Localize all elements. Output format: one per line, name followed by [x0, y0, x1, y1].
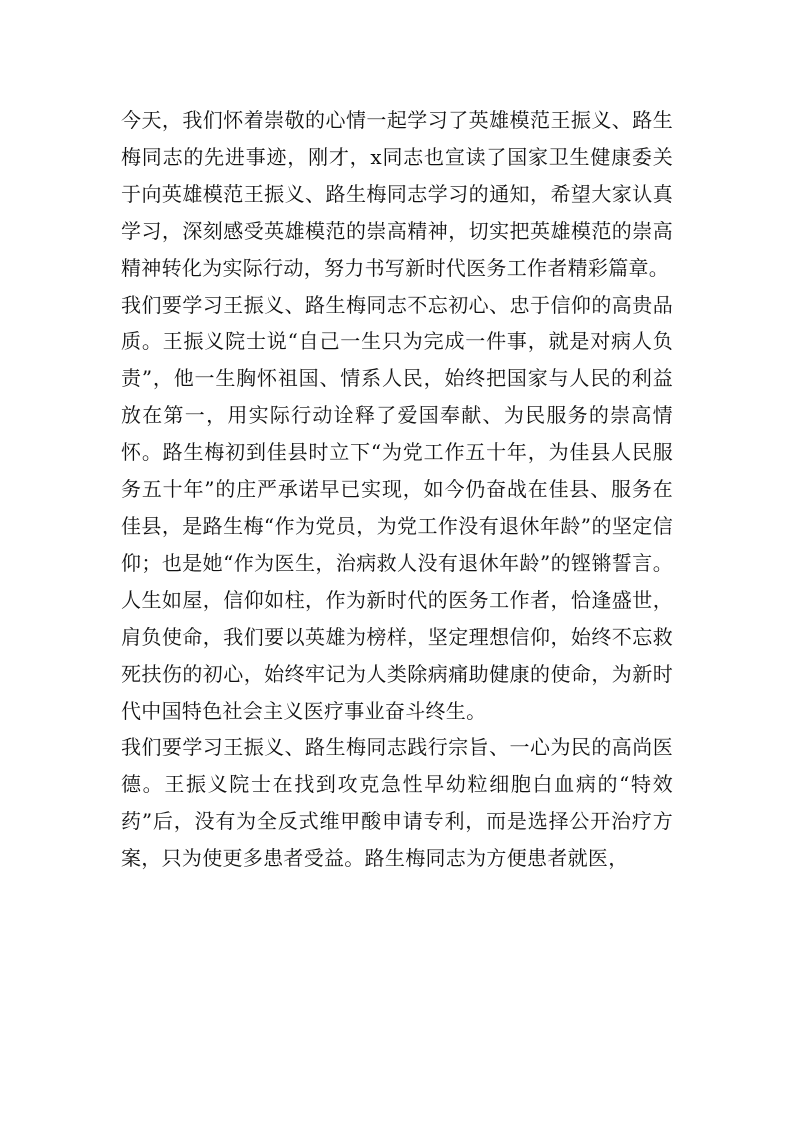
document-body: [121, 102, 673, 877]
paragraph-3: 我们要学习王振义、路生梅同志践行宗旨、一心为民的高尚医德。王振义院士在找到攻克急性早幼粒细胞白血病的“特效药”后，没有为全反式维甲酸申请专利，而是选择公开治疗方案，只为使更多患者受益。路生梅同志为方便患者就医，: [121, 735, 673, 871]
paragraph-2: 我们要学习王振义、路生梅同志不忘初心、忠于信仰的高贵品质。王振义院士说“自己一生只为完成一件事，就是对病人负责”，他一生胸怀祖国、情系人民，始终把国家与人民的利益放在第一，用实际行动诠释了爱国奉献、为民服务的崇高情怀。路生梅初到佳县时立下“为党工作五十年，为佳县人民服务五十年”的庄严承诺早已实现，如今仍奋战在佳县、服务在佳县，是路生梅“作为党员，为党工作没有退休年龄”的坚定信仰；也是她“作为医生，治病救人没有退休年龄”的铿锵誓言。人生如屋，信仰如柱，作为新时代的医务工作者，恰逢盛世，肩负使命，我们要以英雄为榜样，坚定理想信仰，始终不忘救死扶伤的初心，始终牢记为人类除病痛助健康的使命，为新时代中国特色社会主义医疗事业奋斗终生。: [121, 292, 673, 723]
paragraph-1: 今天，我们怀着崇敬的心情一起学习了英雄模范王振义、路生梅同志的先进事迹，刚才，x同志也宣读了国家卫生健康委关于向英雄模范王振义、路生梅同志学习的通知，希望大家认真学习，深刻感受英雄模范的崇高精神，切实把英雄模范的崇高精神转化为实际行动，努力书写新时代医务工作者精彩篇章。: [121, 108, 673, 280]
